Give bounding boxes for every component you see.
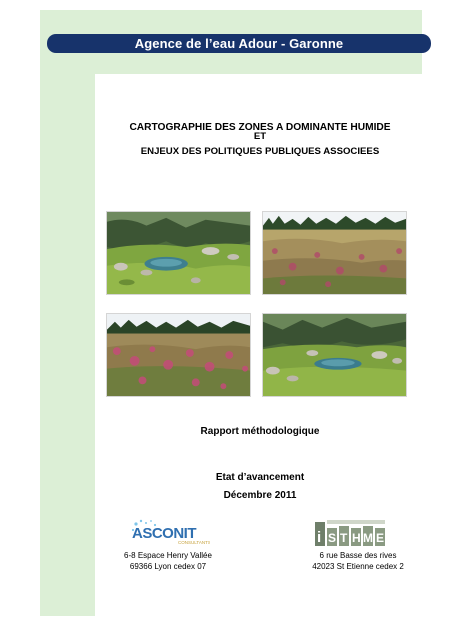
svg-text:S: S xyxy=(328,531,337,545)
photo-wetland-meadow xyxy=(262,211,407,295)
photo-mountain-pond xyxy=(106,211,251,295)
isthme-address-line2: 42023 St Etienne cedex 2 xyxy=(312,562,404,571)
photo-wetland-heath xyxy=(106,313,251,397)
report-status: Etat d’avancement xyxy=(215,472,305,483)
svg-text:M: M xyxy=(363,531,373,545)
asconit-logo xyxy=(130,518,210,546)
photo-mountain-pond-2 xyxy=(262,313,407,397)
report-date: Décembre 2011 xyxy=(223,490,297,501)
isthme-address-line1: 6 rue Basse des rives xyxy=(319,551,397,560)
asconit-address-line2: 69366 Lyon cedex 07 xyxy=(129,562,207,571)
agency-name: Agence de l’eau Adour - Garonne xyxy=(134,36,344,51)
svg-text:T: T xyxy=(340,531,348,545)
svg-text:i: i xyxy=(317,529,322,546)
asconit-address-line1: 6-8 Espace Henry Vallée xyxy=(124,551,212,560)
green-side-panel xyxy=(40,10,95,616)
svg-text:CONSULTANTS: CONSULTANTS xyxy=(178,540,210,545)
agency-banner xyxy=(47,34,431,53)
svg-text:ASCONIT: ASCONIT xyxy=(132,525,196,542)
report-title-line1: CARTOGRAPHIE DES ZONES A DOMINANTE HUMIDE xyxy=(129,122,391,133)
asconit-address xyxy=(78,550,258,572)
report-title-line3: ENJEUX DES POLITIQUES PUBLIQUES ASSOCIEES xyxy=(140,146,380,157)
isthme-logo xyxy=(315,518,385,548)
report-type: Rapport méthodologique xyxy=(200,426,320,437)
svg-text:E: E xyxy=(376,531,385,545)
isthme-address xyxy=(268,550,448,572)
report-title-line2: ET xyxy=(253,131,267,142)
svg-text:H: H xyxy=(352,531,361,545)
